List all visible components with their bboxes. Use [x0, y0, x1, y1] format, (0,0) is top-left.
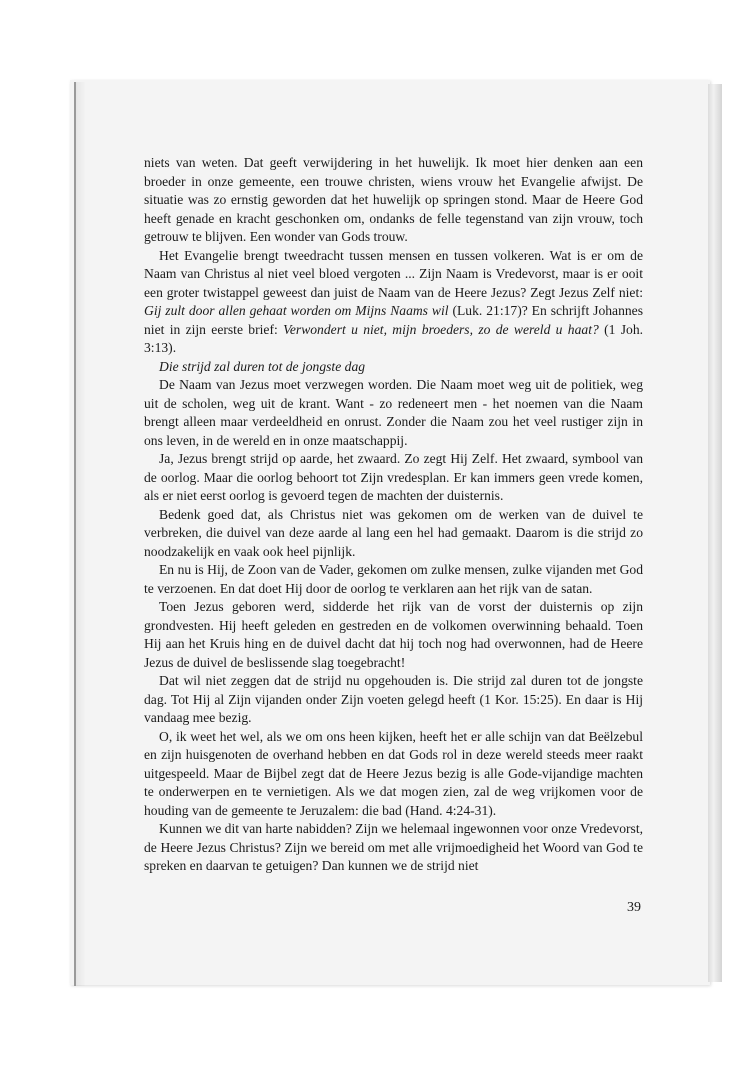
- paragraph: Bedenk goed dat, als Christus niet was gekomen om de werken van de duivel te verbreken, die duivel van deze aarde al lang een hel had gemaakt. Daarom is die strijd zo noodzakelijk en vaak ook heel pijnlijk.: [144, 506, 643, 559]
- paragraph: O, ik weet het wel, als we om ons heen kijken, heeft het er alle schijn van dat Beëlzebul en zijn huisgenoten de overhand hebben en dat Gods rol in deze wereld steeds meer raakt uitgespeeld. Maar de Bijbel zegt dat de Heere Jezus bezig is alle Gode-vijandige machten te onderwerpen en te vernietigen. Als we dat mogen zien, zal de weg vrijkomen voor de houding van de gemeente te Jeruzalem: die bad (Hand. 4:24-31).: [144, 728, 643, 818]
- spine-shadow: [76, 82, 86, 986]
- paragraph: De Naam van Jezus moet verzwegen worden. Die Naam moet weg uit de politiek, weg uit de scholen, weg uit de krant. Want - zo redeneert men - het noemen van die Naam brengt alleen maar verdeeldheid en onrust. Zonder die Naam zou het veel rustiger zijn in ons leven, in de wereld en in onze maatschappij.: [144, 377, 643, 448]
- text-span: (Luk. 21:17)? En schrijft Johannes niet in zijn eerste brief:: [144, 303, 643, 337]
- paragraph: niets van weten. Dat geeft verwijdering in het huwelijk. Ik moet hier denken aan een broeder in onze gemeente, een trouwe christen, wiens vrouw het Evangelie afwijst. De situatie was zo ernstig geworden dat het huwelijk op springen stond. Maar de Heere God heeft genade en kracht geschonken om, ondanks de felle tegenstand van zijn vrouw, toch getrouw te blijven. Een wonder van Gods trouw.: [144, 155, 643, 244]
- text-span: (1 Joh. 3:13).: [144, 321, 644, 355]
- paragraph: Kunnen we dit van harte nabidden? Zijn we helemaal ingewonnen voor onze Vredevorst, de Heere Jezus Christus? Zijn we bereid om met alle vrijmoedigheid het Woord van God te spreken en daarvan te getuigen? Dan kunnen we de strijd niet: [144, 821, 643, 873]
- paragraph: Ja, Jezus brengt strijd op aarde, het zwaard. Zo zegt Hij Zelf. Het zwaard, symbool van de oorlog. Maar die oorlog behoort tot Zijn vredesplan. Er kan immers geen vrede komen, als er niet eerst oorlog is gevoerd tegen de machten der duisternis.: [144, 451, 643, 503]
- body-text: [144, 154, 643, 876]
- paragraph: En nu is Hij, de Zoon van de Vader, gekomen om zulke mensen, zulke vijanden met God te verzoenen. En dat doet Hij door de oorlog te verklaren aan het rijk van de satan.: [144, 562, 643, 596]
- page-edge: [708, 84, 722, 982]
- page-number: 39: [627, 900, 641, 915]
- text-span: Het Evangelie brengt tweedracht tussen mensen en tussen volkeren. Wat is er om de Naam van Christus al niet veel bloed vergoten ... Zijn Naam is Vredevorst, maar is er ooit een groter twistappel geweest dan juist de Naam van de Heere Jezus? Zegt Jezus Zelf niet:: [144, 247, 643, 300]
- section-heading: Die strijd zal duren tot de jongste dag: [159, 358, 366, 374]
- quote-italic: Gij zult door allen gehaat worden om Mijns Naams wil: [144, 303, 449, 318]
- quote-italic: Verwondert u niet, mijn broeders, zo de wereld u haat?: [283, 321, 599, 337]
- paragraph: Toen Jezus geboren werd, sidderde het rijk van de vorst der duisternis op zijn grondvesten. Hij heeft geleden en gestreden en de volkomen overwinning behaald. Toen Hij aan het Kruis hing en de duivel dacht dat hij toch nog had overwonnen, had de Heere Jezus de duivel de beslissende slag toegebracht!: [144, 599, 643, 670]
- paragraph: Dat wil niet zeggen dat de strijd nu opgehouden is. Die strijd zal duren tot de jongste dag. Tot Hij al Zijn vijanden onder Zijn voeten gelegd heeft (1 Kor. 15:25). En daar is Hij vandaag mee bezig.: [144, 673, 643, 725]
- paragraph: [144, 247, 643, 358]
